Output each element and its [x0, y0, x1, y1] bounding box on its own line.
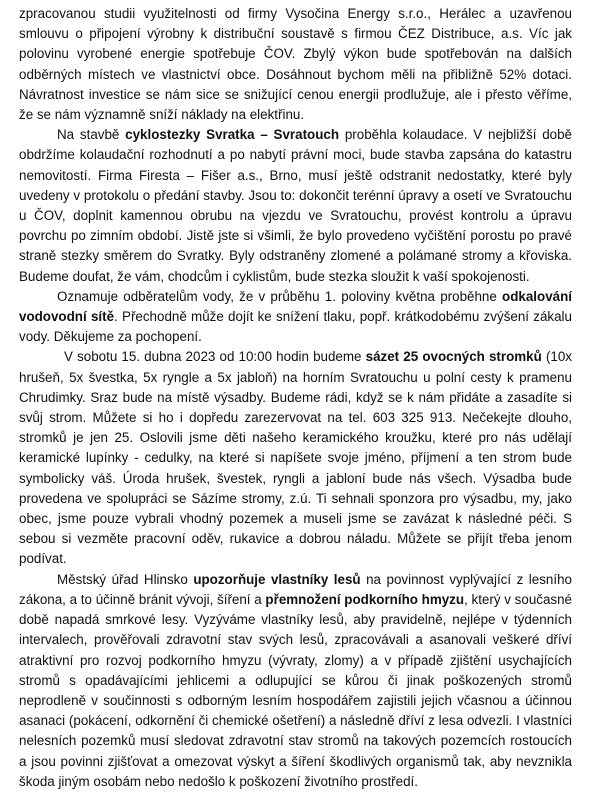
highlight-cycle-path: cyklostezky Svratka – Svratouch — [125, 127, 340, 143]
highlight-forest-owners: upozorňuje vlastníky lesů — [193, 571, 361, 587]
paragraph-text: na povinnost vyplývající z lesního zákona, a to účinně bránit vývoji, šíření a — [19, 571, 572, 607]
paragraph-tree-planting — [19, 347, 572, 569]
paragraph-solar-plant — [19, 4, 572, 125]
highlight-flushing: odkalování vodovodní sítě — [19, 288, 572, 325]
highlight-tree-planting: sázet 25 ovocných stromků — [365, 349, 542, 365]
paragraph-text: (10x hrušeň, 5x švestka, 5x ryngle a 5x jabloň) na horním Svratouchu u polní cesty k pramenu Chrudimky. Sraz bude na místě výsadby. Budeme rádi, když se k nám přidáte a zasadíte si svůj strom. Můžete si ho i dopředu zarezervovat na tel. 603 325 913. Nečekejte dlouho, stromků je jen 25. Oslovili jsme děti našeho keramického kroužku, které pro nás udělají keramické lupínky - cedulky, na které si napíšete svoje jméno, příjmení a ten strom bude symbolicky váš. Úroda hrušek, švestek, ryngli a jabloní bude nás všech. Výsadba bude provedena ve spolupráci se Sázíme stromy, z.ú. Ti sehnali sponzora pro výsadbu, my, jako obec, jsme pouze vybrali vhodný pozemek a museli jsme se zavázat k následné péči. S sebou si vezměte pracovní oděv, rukavice a dobrou náladu. Můžete se přijít třeba jenom podívat. — [19, 349, 573, 567]
paragraph-forest-warning — [19, 570, 572, 792]
paragraph-text: , který v současné době napadá smrkové lesy. Vyzýváme vlastníky lesů, aby pravidelně, nejlépe v týdenních intervalech, prověřovali zdravotní stav svých lesů, zpracovávali a asanovali veškeré dříví atraktivní pro rozvoj podkorního hmyzu (vývraty, zlomy) a v případě zjištění usychajících stromů s opadávajícími jehlicemi a odlupující se kůrou či jinak poškozených stromů neprodleně v součinnosti s odborným lesním hospodářem zajistili jejich včasnou a účinnou asanaci (pokácení, odkornění či chemické ošetření) a následně dříví z lesa odvezli. I vlastníci nelesních pozemků musí sledovat zdravotní stav stromů na takových pozemcích rostoucích a jsou povinni zjišťovat a omezovat výskyt a šíření škodlivých organismů tak, aby nevznikla škoda jiným osobám nebo nedošlo k poškození životního prostředí. — [19, 591, 572, 789]
paragraph-text: Oznamuje odběratelům vody, že v průběhu 1. poloviny května proběhne — [57, 288, 503, 304]
paragraph-cycle-path — [19, 125, 572, 287]
paragraph-text: V sobotu 15. dubna 2023 od 10:00 hodin budeme — [64, 349, 366, 365]
paragraph-text: zpracovanou studii využitelnosti od firmy Vysočina Energy s.r.o., Herálec a uzavřenou smlouvu o připojení výrobny k distribuční soustavě s firmou ČEZ Distribuce, a.s. Víc jak polovinu vyrobené energie spotřebuje ČOV. Zbylý výkon bude spotřebován na dalších odběrných místech ve vlastnictví obce. Dosáhnout bychom měli na přibližně 52% dotaci. Návratnost investice se nám sice se snižující cenou energii prodlužuje, ale i přesto věříme, že se nám významně sníží náklady na elektřinu. — [19, 6, 572, 123]
paragraph-text: Městský úřad Hlinsko — [57, 571, 194, 587]
paragraph-text: . Přechodně může dojít ke snížení tlaku, popř. krátkodobému zvýšení zákalu vody. Děkujeme za pochopení. — [19, 309, 572, 345]
paragraph-text: Na stavbě — [57, 127, 126, 143]
paragraph-text: proběhla kolaudace. V nejbližší době obdržíme kolaudační rozhodnutí a po nabytí právní moci, bude stavba zapsána do katastru nemovitostí. Firma Firesta – Fišer a.s., Brno, musí ještě odstranit nedostatky, které byly uvedeny v protokolu o předání stavby. Jsou to: dokončit terénní úpravy a osetí ve Svratouchu u ČOV, doplnit kamennou obrubu na vjezdu ve Svratouchu, provést kontrolu a úpravu povrchu po zimním období. Jistě jste si všimli, že bylo provedeno vyčištění porostu po pravé straně stezky směrem do Svratky. Byly odstraněny zlomené a polámané stromy a křoviska. Budeme doufat, že vám, chodcům i cyklistům, bude stezka sloužit k vaší spokojenosti. — [19, 127, 572, 284]
document-page — [19, 4, 572, 792]
paragraph-water-notice — [19, 287, 572, 348]
highlight-bark-beetle: přemnožení podkorního hmyzu — [265, 591, 465, 607]
